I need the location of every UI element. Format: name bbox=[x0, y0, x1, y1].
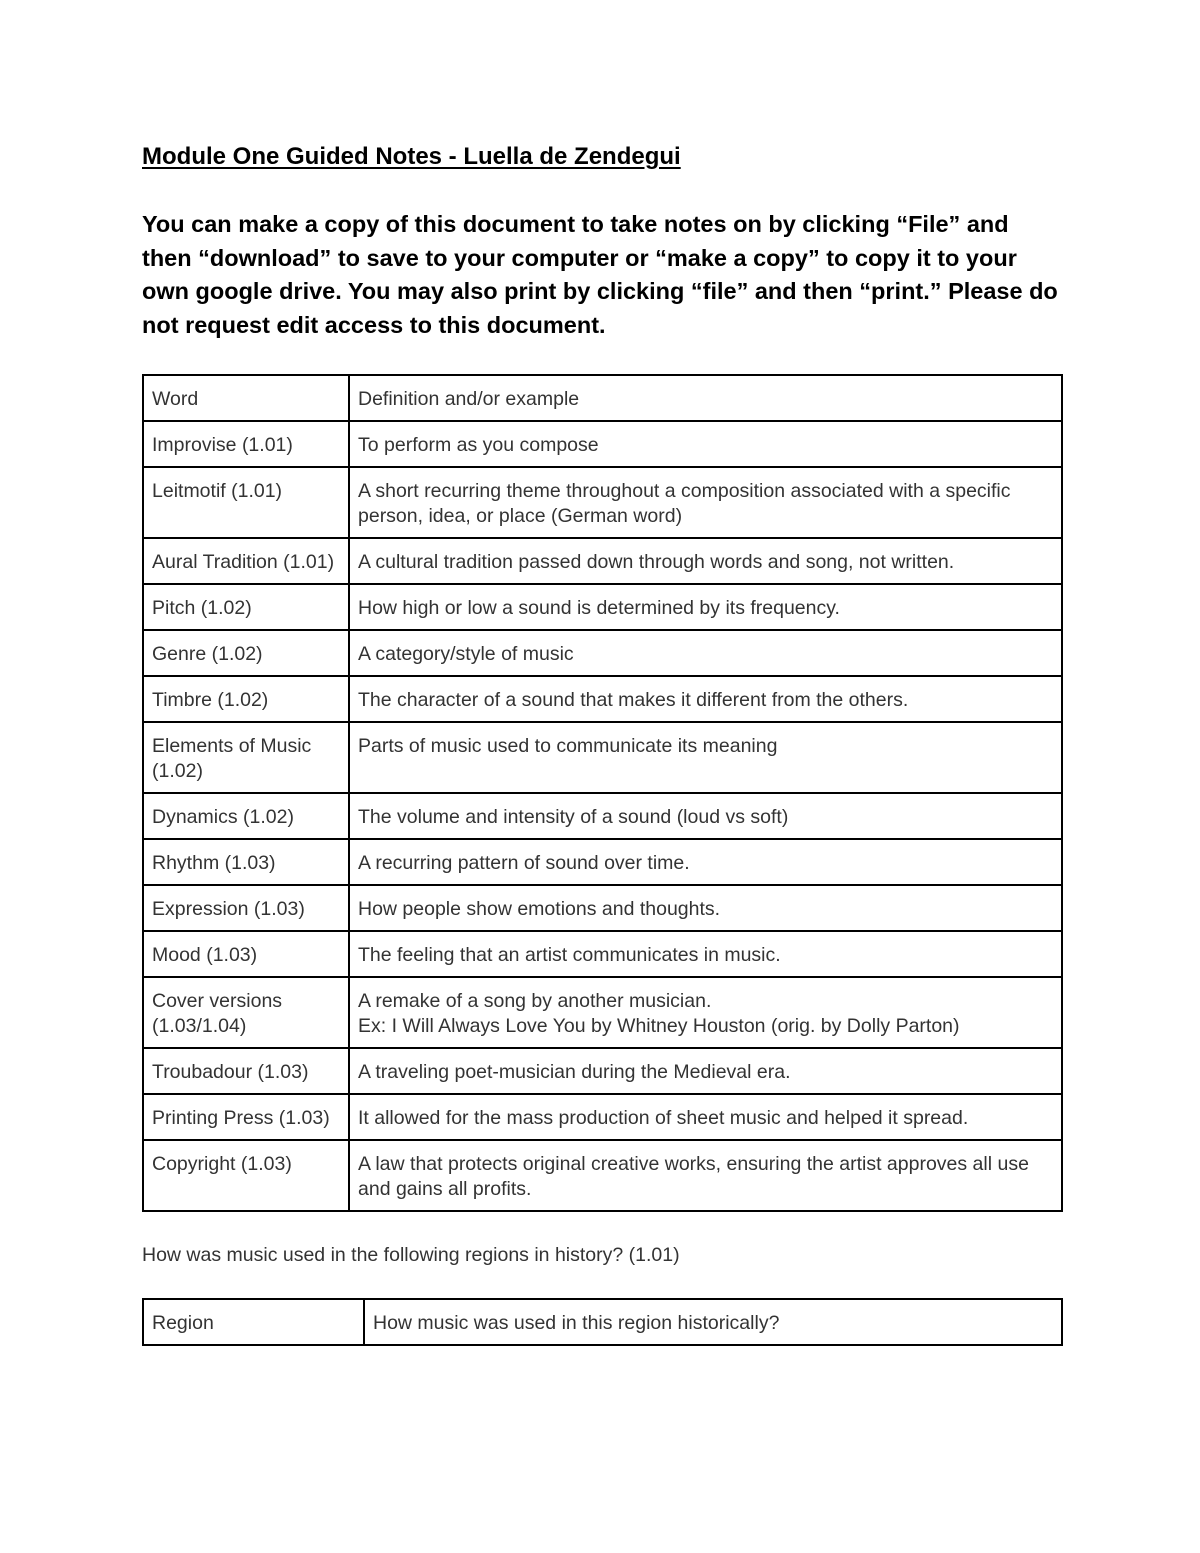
table-row bbox=[143, 885, 1062, 931]
term-cell: Elements of Music (1.02) bbox=[143, 722, 349, 793]
term-cell: Leitmotif (1.01) bbox=[143, 467, 349, 538]
definition-cell bbox=[349, 977, 1062, 1048]
vocabulary-table bbox=[142, 374, 1063, 1212]
document-page bbox=[142, 140, 1062, 1346]
term-cell: Timbre (1.02) bbox=[143, 676, 349, 722]
definition-text: A cultural tradition passed down through words and song, not written. bbox=[358, 551, 955, 573]
term-cell: Pitch (1.02) bbox=[143, 584, 349, 630]
definition-cell bbox=[349, 1048, 1062, 1094]
term-cell: Mood (1.03) bbox=[143, 931, 349, 977]
header-word: Word bbox=[143, 375, 349, 421]
table-header-row bbox=[143, 1299, 1062, 1345]
definition-text: The feeling that an artist communicates in music. bbox=[358, 944, 781, 966]
definition-cell bbox=[349, 584, 1062, 630]
intro-paragraph: You can make a copy of this document to take notes on by clicking “File” and then “download” to save to your computer or “make a copy” to copy it to your own google drive. You may also print by clicking “file” and then “print.” Please do not request edit access to this document. bbox=[142, 211, 1058, 338]
term-cell: Rhythm (1.03) bbox=[143, 839, 349, 885]
table-row bbox=[143, 793, 1062, 839]
definition-cell bbox=[349, 793, 1062, 839]
definition-cell bbox=[349, 630, 1062, 676]
definition-text: A short recurring theme throughout a composition associated with a specific person, idea, or place (German word) bbox=[358, 480, 1011, 527]
table-row bbox=[143, 584, 1062, 630]
table-row bbox=[143, 421, 1062, 467]
header-region-usage: How music was used in this region historically? bbox=[364, 1299, 1062, 1345]
term-cell: Cover versions (1.03/1.04) bbox=[143, 977, 349, 1048]
definition-text: A recurring pattern of sound over time. bbox=[358, 852, 690, 874]
definition-cell bbox=[349, 722, 1062, 793]
definition-cell bbox=[349, 538, 1062, 584]
document-title: Module One Guided Notes - Luella de Zendegui bbox=[142, 143, 681, 170]
definition-text: The character of a sound that makes it different from the others. bbox=[358, 689, 909, 711]
definition-text: The volume and intensity of a sound (loud vs soft) bbox=[358, 806, 789, 828]
table-header-row bbox=[143, 375, 1062, 421]
table-row bbox=[143, 722, 1062, 793]
header-region: Region bbox=[143, 1299, 364, 1345]
header-definition: Definition and/or example bbox=[349, 375, 1062, 421]
definition-text: It allowed for the mass production of sheet music and helped it spread. bbox=[358, 1107, 969, 1129]
definition-cell bbox=[349, 931, 1062, 977]
definition-cell bbox=[349, 421, 1062, 467]
term-cell: Copyright (1.03) bbox=[143, 1140, 349, 1211]
definition-cell bbox=[349, 467, 1062, 538]
table-row bbox=[143, 931, 1062, 977]
table-row bbox=[143, 538, 1062, 584]
definition-text: How people show emotions and thoughts. bbox=[358, 898, 721, 920]
definition-text: A law that protects original creative works, ensuring the artist approves all use and gains all profits. bbox=[358, 1153, 1029, 1200]
table-row bbox=[143, 1094, 1062, 1140]
definition-cell bbox=[349, 1140, 1062, 1211]
term-cell: Expression (1.03) bbox=[143, 885, 349, 931]
term-cell: Improvise (1.01) bbox=[143, 421, 349, 467]
definition-text: A category/style of music bbox=[358, 643, 574, 665]
definition-text: A remake of a song by another musician. bbox=[358, 990, 712, 1012]
definition-example-text: Ex: I Will Always Love You by Whitney Houston (orig. by Dolly Parton) bbox=[358, 1015, 960, 1037]
definition-text: A traveling poet-musician during the Medieval era. bbox=[358, 1061, 791, 1083]
table-row bbox=[143, 467, 1062, 538]
regions-question: How was music used in the following regions in history? (1.01) bbox=[142, 1244, 680, 1266]
table-row bbox=[143, 977, 1062, 1048]
definition-text: To perform as you compose bbox=[358, 434, 599, 456]
definition-cell bbox=[349, 676, 1062, 722]
table-row bbox=[143, 676, 1062, 722]
table-row bbox=[143, 839, 1062, 885]
table-row bbox=[143, 1140, 1062, 1211]
term-cell: Dynamics (1.02) bbox=[143, 793, 349, 839]
term-cell: Genre (1.02) bbox=[143, 630, 349, 676]
definition-cell bbox=[349, 1094, 1062, 1140]
term-cell: Aural Tradition (1.01) bbox=[143, 538, 349, 584]
definition-cell bbox=[349, 839, 1062, 885]
term-cell: Printing Press (1.03) bbox=[143, 1094, 349, 1140]
definition-text: How high or low a sound is determined by its frequency. bbox=[358, 597, 840, 619]
table-row bbox=[143, 630, 1062, 676]
table-row bbox=[143, 1048, 1062, 1094]
definition-cell bbox=[349, 885, 1062, 931]
term-cell: Troubadour (1.03) bbox=[143, 1048, 349, 1094]
regions-table bbox=[142, 1298, 1063, 1346]
definition-text: Parts of music used to communicate its meaning bbox=[358, 735, 778, 757]
